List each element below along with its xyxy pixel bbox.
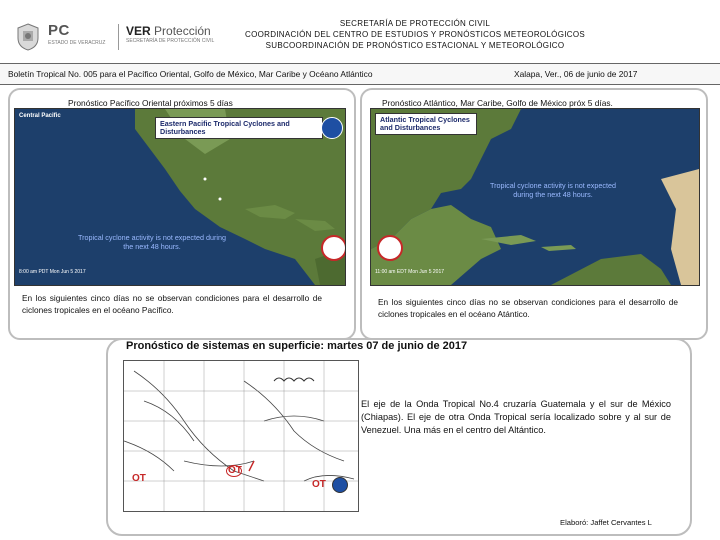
pc-logo (48, 22, 118, 46)
tropical-wave-label-3: OT (312, 479, 326, 490)
atlantic-map-title: Atlantic Tropical Cyclones and Disturbances (375, 113, 477, 135)
ver-proteccion-logo (126, 24, 216, 44)
tropical-wave-label-1: OT (132, 473, 146, 484)
pacific-panel-title: Pronóstico Pacífico Oriental próximos 5 días (68, 98, 233, 108)
pc-logo-subtext: ESTADO DE VERACRUZ (48, 40, 106, 46)
header-line-secretaria: SECRETARÍA DE PROTECCIÓN CIVIL (339, 19, 491, 28)
pacific-map-timestamp: 8:00 am PDT Mon Jun 5 2017 (19, 269, 86, 275)
pc-logo-text: PC (48, 22, 70, 39)
ver-logo-text: VER (126, 24, 151, 38)
bulletin-title: Boletín Tropical No. 005 para el Pacífico Oriental, Golfo de México, Mar Caribe y Océano Atlántico (8, 69, 373, 79)
pacific-activity-note: Tropical cyclone activity is not expected during the next 48 hours. (78, 233, 226, 251)
header-line-subcoordinacion: SUBCOORDINACIÓN DE PRONÓSTICO ESTACIONAL Y METEOROLÓGICO (265, 41, 565, 50)
header-title-block (220, 18, 610, 51)
central-pacific-label: Central Pacific (19, 113, 61, 119)
nws-logo (321, 235, 346, 261)
elaboro-credit: Elaboró: Jaffet Cervantes L (560, 518, 652, 527)
pacific-forecast-text: En los siguientes cinco días no se observan condiciones para el desarrollo de ciclones tropicales en el océano Pacífico. (22, 293, 322, 315)
eastern-pacific-map-title: Eastern Pacific Tropical Cyclones and Disturbances (155, 117, 323, 139)
surface-forecast-map (123, 360, 359, 512)
nws-logo-atlantic (377, 235, 403, 261)
logo-divider (118, 24, 119, 50)
surface-forecast-title: Pronóstico de sistemas en superficie: martes 07 de junio de 2017 (126, 340, 468, 352)
bulletin-date: Xalapa, Ver., 06 de junio de 2017 (514, 69, 638, 79)
header-line-coordinacion: COORDINACIÓN DEL CENTRO DE ESTUDIOS Y PRONÓSTICOS METEOROLÓGICOS (245, 30, 585, 39)
atlantic-forecast-text: En los siguientes cinco días no se observan condiciones para el desarrollo de ciclones tropicales en el océano Atántico. (378, 297, 678, 319)
atlantic-outlook-map (370, 108, 700, 286)
bulletin-bar (0, 63, 720, 85)
surface-forecast-text: El eje de la Onda Tropical No.4 cruzaría Guatemala y el sur de México (Chiapas). El eje de otra Onda Tropical sería localizado sobre y al sur de Venezuel. Una más en el centro del Altántico. (361, 399, 671, 435)
noaa-logo (321, 117, 343, 139)
proteccion-logo-text: Protección (154, 24, 211, 38)
atlantic-panel-title: Pronóstico Atlántico, Mar Caribe, Golfo de México próx 5 días. (382, 98, 613, 108)
atlantic-map-timestamp: 11:00 am EDT Mon Jun 5 2017 (375, 269, 445, 275)
veracruz-seal-logo (14, 22, 42, 52)
ver-logo-subtext: SECRETARÍA DE PROTECCIÓN CIVIL (126, 38, 215, 44)
noaa-logo-surface (332, 477, 348, 493)
pacific-outlook-map (14, 108, 346, 286)
atlantic-activity-note: Tropical cyclone activity is not expected during the next 48 hours. (490, 181, 616, 199)
tropical-wave-label-2: OT (228, 465, 242, 476)
